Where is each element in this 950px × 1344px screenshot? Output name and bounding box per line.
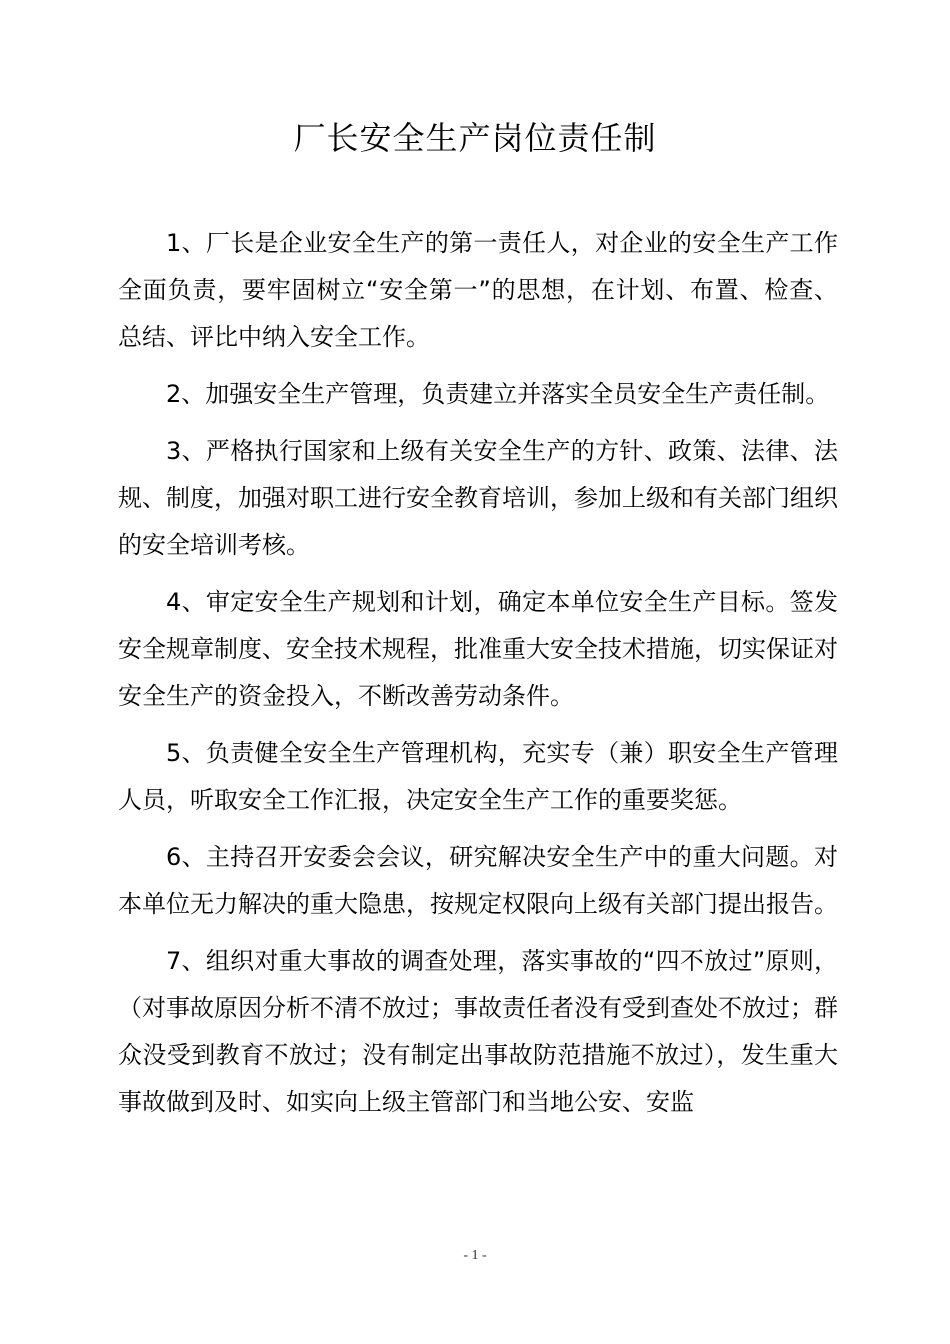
document-body: [118, 220, 838, 1136]
document-title: 厂长安全生产岗位责任制: [293, 119, 657, 157]
paragraph-5: 5、负责健全安全生产管理机构，充实专（兼）职安全生产管理人员，听取安全工作汇报，决定安全生产工作的重要奖惩。: [118, 739, 838, 814]
paragraph-6: 6、主持召开安委会会议，研究解决安全生产中的重大问题。对本单位无力解决的重大隐患，按规定权限向上级有关部门提出报告。: [118, 843, 838, 918]
page-number: - 1 -: [463, 1248, 487, 1263]
paragraph-1: 1、厂长是企业安全生产的第一责任人，对企业的安全生产工作全面负责，要牢固树立“安全第一”的思想，在计划、布置、检查、总结、评比中纳入安全工作。: [118, 229, 838, 351]
paragraph-4: 4、审定安全生产规划和计划，确定本单位安全生产目标。签发安全规章制度、安全技术规程，批准重大安全技术措施，切实保证对安全生产的资金投入，不断改善劳动条件。: [118, 588, 838, 710]
paragraph-2: 2、加强安全生产管理，负责建立并落实全员安全生产责任制。: [166, 380, 830, 408]
paragraph-3: 3、严格执行国家和上级有关安全生产的方针、政策、法律、法规、制度，加强对职工进行安全教育培训，参加上级和有关部门组织的安全培训考核。: [118, 437, 838, 559]
paragraph-7: 7、组织对重大事故的调查处理，落实事故的“四不放过”原则，（对事故原因分析不清不放过；事故责任者没有受到查处不放过；群众没受到教育不放过；没有制定出事故防范措施不放过），发生重大事故做到及时、如实向上级主管部门和当地公安、安监: [118, 947, 838, 1116]
